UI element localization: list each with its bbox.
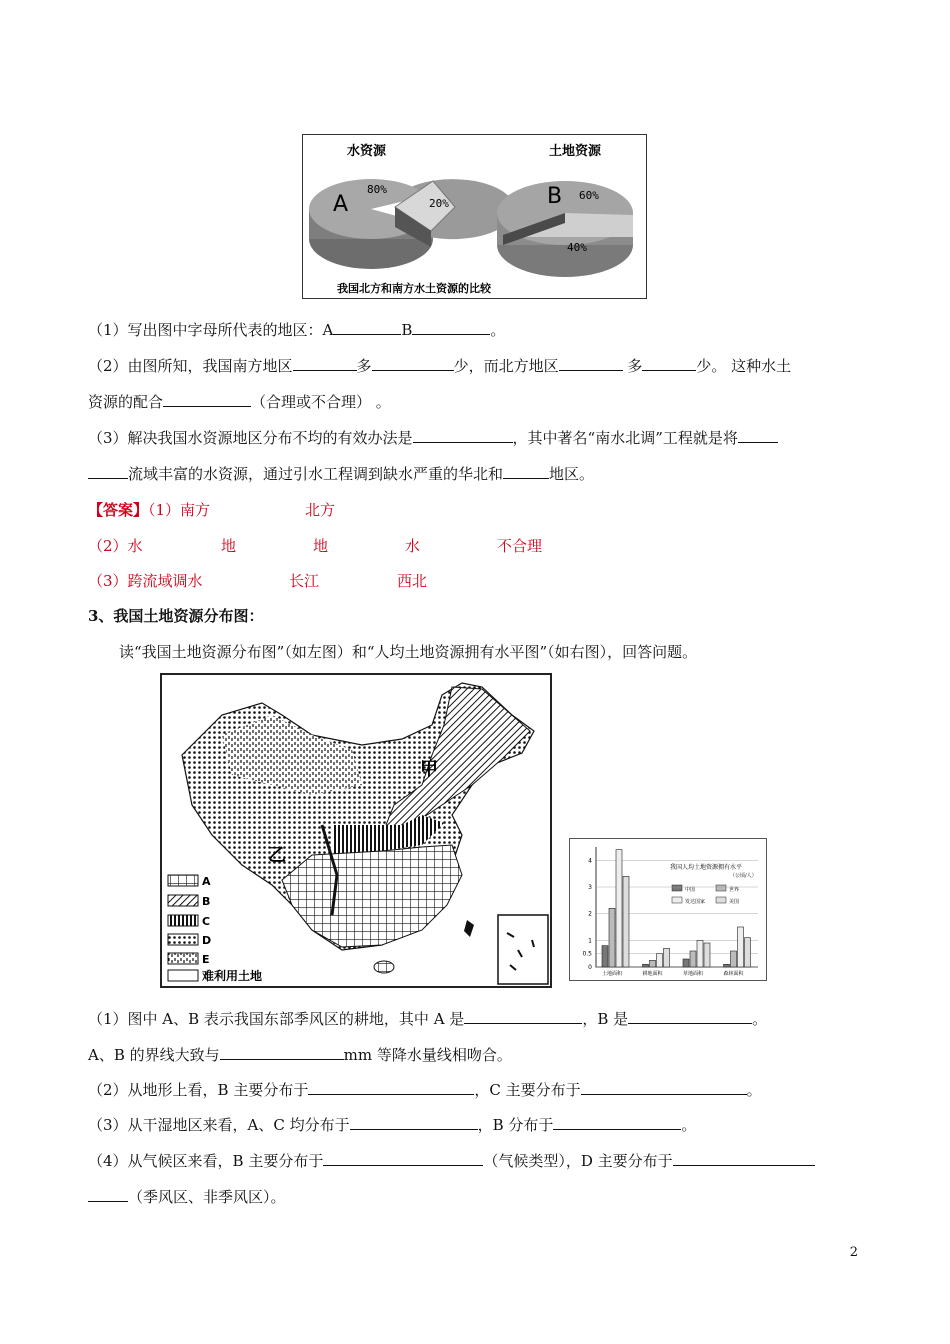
land-pie — [497, 181, 633, 277]
bar-2-2 — [697, 940, 703, 967]
y-tick-label: 1 — [588, 937, 592, 945]
map-label-jia: 甲 — [420, 759, 438, 780]
legend-label-2: 发达国家 — [685, 899, 706, 905]
pie-figure — [302, 134, 647, 299]
y-tick-label: 0.5 — [582, 950, 592, 958]
hainan-island — [374, 961, 394, 973]
legend-label-1: 世界 — [729, 887, 740, 893]
bar-2-3 — [704, 943, 710, 967]
land-title: 土地资源 — [549, 144, 602, 159]
section3-intro: 读“我国土地资源分布图”（如左图）和“人均土地资源拥有水平图”（如右图），回答问题。 — [119, 643, 698, 661]
q2-blank-4[interactable] — [642, 356, 696, 371]
map-label-yi: 乙 — [268, 845, 286, 866]
bar-chart-svg — [570, 839, 766, 980]
legend-label-d: D — [202, 934, 212, 947]
bar-3-3 — [745, 938, 751, 967]
q3-text-c: 流域丰富的水资源，通过引水工程调到缺水严重的华北和 — [128, 465, 504, 483]
s3q3-blank-2[interactable] — [553, 1115, 681, 1130]
pie-figure-svg — [303, 135, 646, 298]
q1-blank-a[interactable] — [333, 320, 401, 335]
answer-2c: 地 — [313, 537, 329, 555]
china-land-map — [160, 673, 552, 988]
pie-caption: 我国北方和南方水土资源的比较 — [337, 282, 491, 295]
s3q4-text-c: （季风区、非季风区）。 — [128, 1188, 286, 1206]
map-region-a — [282, 845, 462, 947]
bar-3-2 — [738, 927, 744, 967]
y-tick-label: 0 — [588, 964, 592, 971]
q3-blank-2b[interactable] — [88, 464, 128, 479]
bar-0-1 — [609, 908, 615, 967]
legend-label-unusable: 难利用土地 — [202, 969, 263, 983]
south-sea-inset — [498, 915, 548, 984]
legend-swatch-3 — [716, 897, 726, 903]
q2-line1 — [88, 356, 791, 376]
q1-blank-b[interactable] — [412, 320, 490, 335]
legend-swatch-2 — [672, 897, 682, 903]
q2-blank-2[interactable] — [372, 356, 454, 371]
legend-swatch-c — [168, 915, 198, 926]
q3-blank-2[interactable] — [738, 428, 778, 443]
water-pct-80: 80% — [367, 183, 387, 196]
s3q3-text-a: （3）从干湿地区来看，A、C 均分布于 — [88, 1116, 350, 1134]
legend-swatch-unusable — [168, 970, 198, 981]
s3q2-line — [88, 1080, 762, 1100]
legend-label-c: C — [202, 915, 211, 928]
q2-text-a: （2）由图所知，我国南方地区 — [88, 357, 293, 375]
q3-blank-3[interactable] — [503, 464, 549, 479]
taiwan-island — [464, 920, 474, 937]
bar-chart-legend — [672, 885, 739, 905]
land-pct-60: 60% — [579, 189, 599, 202]
y-tick-label: 2 — [588, 910, 592, 918]
bar-0-2 — [616, 850, 622, 967]
bar-1-1 — [650, 960, 656, 967]
bar-0-3 — [623, 876, 629, 967]
answer-2d: 水 — [405, 537, 421, 555]
answer-1b: 北方 — [305, 501, 336, 519]
water-title: 水资源 — [347, 144, 387, 159]
water-pct-20: 20% — [429, 197, 449, 210]
answer-3c: 西北 — [397, 572, 428, 590]
q2-line2 — [88, 392, 391, 412]
q2-text-d: 多 — [622, 357, 643, 375]
q2-text-e: 少。 这种水土 — [696, 357, 792, 375]
answer-3b: 长江 — [289, 572, 320, 590]
q2-text-b: 多 — [356, 357, 372, 375]
s3q1-line1 — [88, 1009, 767, 1029]
legend-swatch-d — [168, 934, 198, 945]
q2-blank-5[interactable] — [163, 392, 251, 407]
bar-3-1 — [731, 951, 737, 967]
q3-text-a: （3）解决我国水资源地区分布不均的有效办法是 — [88, 429, 413, 447]
bar-1-2 — [657, 954, 663, 967]
letter-a: A — [333, 192, 349, 217]
s3q1-blank-1[interactable] — [464, 1009, 582, 1024]
s3q2-blank-1[interactable] — [308, 1080, 474, 1095]
q1-prefix: （1）写出图中字母所代表的地区：A — [88, 321, 334, 339]
land-pct-40: 40% — [567, 241, 587, 254]
page-number: 2 — [849, 1245, 858, 1260]
s3q1-line2 — [88, 1045, 512, 1065]
s3q4-blank-1[interactable] — [323, 1151, 483, 1166]
q3-line1 — [88, 428, 778, 448]
bar-chart-unit: （公顷/人） — [730, 873, 757, 879]
legend-swatch-b — [168, 895, 198, 906]
legend-label-b: B — [202, 895, 211, 908]
bar-1-3 — [664, 948, 670, 967]
s3q2-blank-2[interactable] — [581, 1080, 747, 1095]
q3-blank-1[interactable] — [413, 428, 513, 443]
bar-1-0 — [643, 964, 649, 967]
bar-0-0 — [602, 946, 608, 967]
bar-2-1 — [690, 951, 696, 967]
legend-swatch-0 — [672, 885, 682, 891]
s3q2-text-b: ，C 主要分布于 — [474, 1081, 581, 1099]
s3q1-text-e: mm 等降水量线相吻合。 — [343, 1046, 512, 1064]
x-tick-label: 耕地面积 — [642, 971, 663, 977]
section3-heading: 3、我国土地资源分布图： — [88, 607, 264, 625]
s3q1-blank-2[interactable] — [628, 1009, 752, 1024]
x-tick-label: 土地面积 — [602, 971, 623, 977]
x-tick-label: 草地面积 — [683, 971, 704, 977]
y-tick-label: 4 — [588, 857, 592, 865]
legend-swatch-a — [168, 875, 198, 886]
s3q3-blank-1[interactable] — [350, 1115, 478, 1130]
answer-label: 【答案】 — [88, 501, 149, 519]
s3q1-text-a: （1）图中 A、B 表示我国东部季风区的耕地，其中 A 是 — [88, 1010, 465, 1028]
q1-line — [88, 320, 505, 340]
q1-mid: B — [401, 321, 413, 339]
s3q4-line2 — [88, 1187, 286, 1207]
s3q3-line — [88, 1115, 696, 1135]
bar-chart-title: 我国人均土地资源拥有水平 — [670, 864, 743, 871]
q2-text-g: （合理或不合理） 。 — [251, 393, 391, 411]
legend-label-a: A — [202, 875, 211, 888]
bar-3-0 — [724, 964, 730, 967]
y-tick-label: 3 — [588, 884, 592, 891]
q1-suffix: 。 — [490, 321, 506, 339]
x-tick-label: 森林面积 — [723, 971, 744, 977]
s3q4-blank-2b[interactable] — [88, 1187, 128, 1202]
answer-1a: （1）南方 — [148, 501, 211, 519]
letter-b: B — [547, 184, 563, 209]
s3q1-text-c: 。 — [752, 1010, 768, 1028]
s3q4-blank-2[interactable] — [673, 1151, 815, 1166]
q2-blank-3[interactable] — [559, 356, 623, 371]
q2-text-c: 少，而北方地区 — [453, 357, 559, 375]
q2-text-f: 资源的配合 — [88, 393, 164, 411]
s3q1-blank-3[interactable] — [220, 1045, 344, 1060]
map-svg — [162, 675, 550, 986]
answer-3a: （3）跨流域调水 — [88, 572, 203, 590]
s3q3-text-c: 。 — [681, 1116, 697, 1134]
legend-swatch-e — [168, 953, 198, 964]
q2-blank-1[interactable] — [293, 356, 357, 371]
s3q1-text-b: ，B 是 — [582, 1010, 629, 1028]
s3q3-text-b: ，B 分布于 — [477, 1116, 554, 1134]
answer-line-1 — [88, 500, 210, 520]
s3q4-text-a: （4）从气候区来看，B 主要分布于 — [88, 1152, 324, 1170]
per-capita-land-chart — [569, 838, 767, 981]
q3-text-b: ，其中著名“南水北调”工程就是将 — [512, 429, 738, 447]
bar-2-0 — [683, 959, 689, 967]
legend-swatch-1 — [716, 885, 726, 891]
s3q2-text-c: 。 — [746, 1081, 762, 1099]
s3q4-text-b: （气候类型），D 主要分布于 — [483, 1152, 673, 1170]
q3-line2 — [88, 464, 594, 484]
s3q4-line1 — [88, 1151, 815, 1171]
answer-2a: （2）水 — [88, 537, 143, 555]
legend-label-e: E — [202, 953, 210, 966]
answer-2e: 不合理 — [497, 537, 543, 555]
q3-text-d: 地区。 — [549, 465, 595, 483]
legend-label-3: 美国 — [729, 899, 740, 905]
answer-2b: 地 — [221, 537, 237, 555]
s3q1-text-d: A、B 的界线大致与 — [88, 1046, 220, 1064]
s3q2-text-a: （2）从地形上看，B 主要分布于 — [88, 1081, 309, 1099]
legend-label-0: 中国 — [685, 887, 696, 893]
